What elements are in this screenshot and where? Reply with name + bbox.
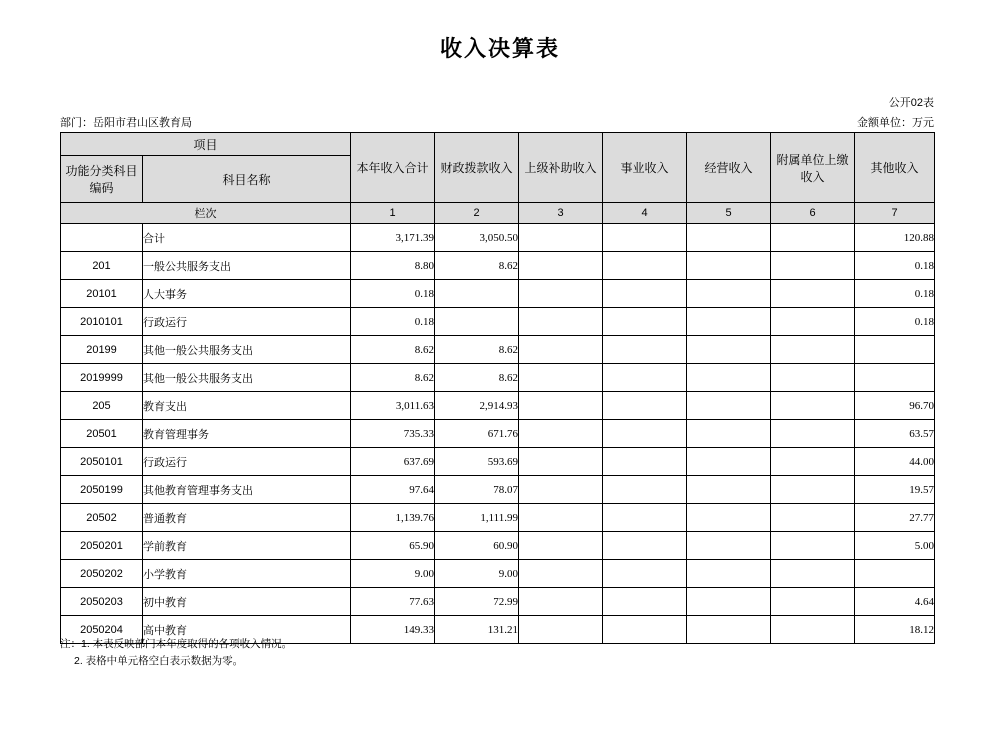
cell-c3 bbox=[519, 504, 603, 532]
column-header-subject-name: 科目名称 bbox=[143, 156, 351, 203]
cell-c6 bbox=[771, 224, 855, 252]
cell-c6 bbox=[771, 616, 855, 644]
cell-c4 bbox=[603, 252, 687, 280]
table-row bbox=[61, 224, 935, 252]
cell-name: 行政运行 bbox=[143, 448, 351, 476]
cell-c3 bbox=[519, 420, 603, 448]
table-row bbox=[61, 364, 935, 392]
cell-c3 bbox=[519, 588, 603, 616]
column-header-fiscal-appropriation: 财政拨款收入 bbox=[435, 133, 519, 203]
cell-code: 2019999 bbox=[61, 364, 143, 392]
cell-c1: 65.90 bbox=[351, 532, 435, 560]
cell-c3 bbox=[519, 392, 603, 420]
note-line-2: 2. 表格中单元格空白表示数据为零。 bbox=[74, 655, 244, 667]
cell-c2: 8.62 bbox=[435, 252, 519, 280]
cell-c5 bbox=[687, 616, 771, 644]
cell-name: 其他一般公共服务支出 bbox=[143, 364, 351, 392]
cell-c1: 8.62 bbox=[351, 364, 435, 392]
table-row bbox=[61, 252, 935, 280]
column-header-total-income: 本年收入合计 bbox=[351, 133, 435, 203]
cell-c4 bbox=[603, 448, 687, 476]
cell-c6 bbox=[771, 504, 855, 532]
cell-c7: 19.57 bbox=[855, 476, 935, 504]
cell-c4 bbox=[603, 476, 687, 504]
cell-c3 bbox=[519, 448, 603, 476]
cell-c7: 63.57 bbox=[855, 420, 935, 448]
cell-c2: 60.90 bbox=[435, 532, 519, 560]
cell-c5 bbox=[687, 588, 771, 616]
row-label-header: 栏次 bbox=[61, 203, 351, 224]
cell-name: 其他教育管理事务支出 bbox=[143, 476, 351, 504]
cell-c4 bbox=[603, 308, 687, 336]
cell-c3 bbox=[519, 616, 603, 644]
cell-c6 bbox=[771, 420, 855, 448]
cell-c1: 97.64 bbox=[351, 476, 435, 504]
cell-c6 bbox=[771, 532, 855, 560]
cell-c2: 72.99 bbox=[435, 588, 519, 616]
cell-c6 bbox=[771, 560, 855, 588]
cell-c1: 3,171.39 bbox=[351, 224, 435, 252]
cell-name: 行政运行 bbox=[143, 308, 351, 336]
cell-c1: 149.33 bbox=[351, 616, 435, 644]
cell-code: 20502 bbox=[61, 504, 143, 532]
cell-c6 bbox=[771, 280, 855, 308]
cell-code: 2050101 bbox=[61, 448, 143, 476]
cell-c6 bbox=[771, 392, 855, 420]
cell-name: 小学教育 bbox=[143, 560, 351, 588]
amount-unit-label: 金额单位：万元 bbox=[857, 117, 934, 129]
income-final-accounts-table bbox=[60, 132, 935, 644]
cell-c2: 1,111.99 bbox=[435, 504, 519, 532]
cell-code: 20101 bbox=[61, 280, 143, 308]
cell-code: 2050203 bbox=[61, 588, 143, 616]
cell-name: 教育管理事务 bbox=[143, 420, 351, 448]
cell-c4 bbox=[603, 364, 687, 392]
cell-c2: 3,050.50 bbox=[435, 224, 519, 252]
cell-c7: 120.88 bbox=[855, 224, 935, 252]
table-row bbox=[61, 336, 935, 364]
table-notes bbox=[60, 636, 292, 670]
cell-code bbox=[61, 224, 143, 252]
cell-c3 bbox=[519, 336, 603, 364]
cell-c6 bbox=[771, 588, 855, 616]
cell-c2: 593.69 bbox=[435, 448, 519, 476]
note-line-1: 注：1. 本表反映部门本年度取得的各项收入情况。 bbox=[60, 638, 293, 650]
col-num-4: 4 bbox=[603, 203, 687, 224]
group-header-project: 项目 bbox=[61, 133, 351, 156]
table-column-number-row bbox=[61, 203, 935, 224]
cell-c4 bbox=[603, 420, 687, 448]
cell-name: 学前教育 bbox=[143, 532, 351, 560]
cell-c3 bbox=[519, 560, 603, 588]
cell-c1: 77.63 bbox=[351, 588, 435, 616]
cell-name: 教育支出 bbox=[143, 392, 351, 420]
table-row bbox=[61, 504, 935, 532]
column-header-operating-income: 经营收入 bbox=[687, 133, 771, 203]
cell-code: 20199 bbox=[61, 336, 143, 364]
cell-c4 bbox=[603, 392, 687, 420]
table-row bbox=[61, 420, 935, 448]
cell-code: 2050201 bbox=[61, 532, 143, 560]
cell-c1: 735.33 bbox=[351, 420, 435, 448]
table-header-group-row bbox=[61, 133, 935, 156]
column-header-subordinate-remittance: 附属单位上缴收入 bbox=[771, 133, 855, 203]
cell-c1: 3,011.63 bbox=[351, 392, 435, 420]
cell-c2: 2,914.93 bbox=[435, 392, 519, 420]
cell-code: 2050204 bbox=[61, 616, 143, 644]
cell-c5 bbox=[687, 560, 771, 588]
cell-c3 bbox=[519, 532, 603, 560]
cell-name: 合计 bbox=[143, 224, 351, 252]
cell-c3 bbox=[519, 364, 603, 392]
column-header-superior-subsidy: 上级补助收入 bbox=[519, 133, 603, 203]
cell-c1: 0.18 bbox=[351, 280, 435, 308]
cell-c2: 8.62 bbox=[435, 364, 519, 392]
table-row bbox=[61, 280, 935, 308]
cell-c7 bbox=[855, 560, 935, 588]
page-title: 收入决算表 bbox=[439, 36, 560, 61]
cell-c5 bbox=[687, 392, 771, 420]
form-code: 公开02表 bbox=[888, 97, 934, 109]
cell-c5 bbox=[687, 504, 771, 532]
cell-c7: 0.18 bbox=[855, 308, 935, 336]
cell-code: 2050202 bbox=[61, 560, 143, 588]
cell-c6 bbox=[771, 364, 855, 392]
cell-c7: 27.77 bbox=[855, 504, 935, 532]
cell-c6 bbox=[771, 252, 855, 280]
cell-code: 205 bbox=[61, 392, 143, 420]
cell-c1: 637.69 bbox=[351, 448, 435, 476]
cell-name: 普通教育 bbox=[143, 504, 351, 532]
cell-c3 bbox=[519, 476, 603, 504]
cell-c3 bbox=[519, 224, 603, 252]
cell-code: 20501 bbox=[61, 420, 143, 448]
meta-row bbox=[60, 114, 934, 130]
cell-c4 bbox=[603, 532, 687, 560]
cell-c6 bbox=[771, 448, 855, 476]
col-num-6: 6 bbox=[771, 203, 855, 224]
cell-c1: 0.18 bbox=[351, 308, 435, 336]
cell-c7: 44.00 bbox=[855, 448, 935, 476]
column-header-business-income: 事业收入 bbox=[603, 133, 687, 203]
col-num-7: 7 bbox=[855, 203, 935, 224]
cell-c5 bbox=[687, 532, 771, 560]
cell-c5 bbox=[687, 336, 771, 364]
cell-c2: 9.00 bbox=[435, 560, 519, 588]
cell-c7: 18.12 bbox=[855, 616, 935, 644]
cell-c4 bbox=[603, 504, 687, 532]
column-header-other-income: 其他收入 bbox=[855, 133, 935, 203]
cell-c4 bbox=[603, 280, 687, 308]
cell-c7 bbox=[855, 336, 935, 364]
cell-c3 bbox=[519, 252, 603, 280]
cell-c1: 8.62 bbox=[351, 336, 435, 364]
document-page bbox=[0, 32, 1000, 738]
col-num-2: 2 bbox=[435, 203, 519, 224]
cell-c3 bbox=[519, 308, 603, 336]
col-num-1: 1 bbox=[351, 203, 435, 224]
cell-c7: 5.00 bbox=[855, 532, 935, 560]
cell-c5 bbox=[687, 308, 771, 336]
cell-c5 bbox=[687, 252, 771, 280]
cell-name: 人大事务 bbox=[143, 280, 351, 308]
cell-name: 其他一般公共服务支出 bbox=[143, 336, 351, 364]
cell-c4 bbox=[603, 224, 687, 252]
cell-c5 bbox=[687, 420, 771, 448]
cell-c4 bbox=[603, 560, 687, 588]
cell-c2: 8.62 bbox=[435, 336, 519, 364]
cell-c3 bbox=[519, 280, 603, 308]
cell-c2 bbox=[435, 280, 519, 308]
table-row bbox=[61, 560, 935, 588]
table-row bbox=[61, 308, 935, 336]
cell-c5 bbox=[687, 280, 771, 308]
col-num-5: 5 bbox=[687, 203, 771, 224]
cell-c1: 9.00 bbox=[351, 560, 435, 588]
cell-c5 bbox=[687, 364, 771, 392]
cell-c1: 8.80 bbox=[351, 252, 435, 280]
table-row bbox=[61, 532, 935, 560]
cell-c4 bbox=[603, 336, 687, 364]
cell-c5 bbox=[687, 448, 771, 476]
cell-c7: 0.18 bbox=[855, 252, 935, 280]
cell-c7: 4.64 bbox=[855, 588, 935, 616]
table-row bbox=[61, 392, 935, 420]
cell-name: 初中教育 bbox=[143, 588, 351, 616]
cell-c7 bbox=[855, 364, 935, 392]
cell-name: 高中教育 bbox=[143, 616, 351, 644]
cell-c2 bbox=[435, 308, 519, 336]
cell-c5 bbox=[687, 224, 771, 252]
cell-code: 2050199 bbox=[61, 476, 143, 504]
department-label: 部门：岳阳市君山区教育局 bbox=[60, 117, 192, 129]
cell-c1: 1,139.76 bbox=[351, 504, 435, 532]
table-row bbox=[61, 588, 935, 616]
table-row bbox=[61, 476, 935, 504]
cell-code: 2010101 bbox=[61, 308, 143, 336]
cell-name: 一般公共服务支出 bbox=[143, 252, 351, 280]
cell-c2: 131.21 bbox=[435, 616, 519, 644]
cell-c6 bbox=[771, 308, 855, 336]
table-body bbox=[61, 224, 935, 644]
cell-c6 bbox=[771, 336, 855, 364]
cell-code: 201 bbox=[61, 252, 143, 280]
cell-c2: 671.76 bbox=[435, 420, 519, 448]
column-header-function-code: 功能分类科目编码 bbox=[61, 156, 143, 203]
cell-c4 bbox=[603, 616, 687, 644]
cell-c5 bbox=[687, 476, 771, 504]
cell-c4 bbox=[603, 588, 687, 616]
col-num-3: 3 bbox=[519, 203, 603, 224]
table-row bbox=[61, 448, 935, 476]
cell-c7: 0.18 bbox=[855, 280, 935, 308]
cell-c2: 78.07 bbox=[435, 476, 519, 504]
cell-c6 bbox=[771, 476, 855, 504]
cell-c7: 96.70 bbox=[855, 392, 935, 420]
